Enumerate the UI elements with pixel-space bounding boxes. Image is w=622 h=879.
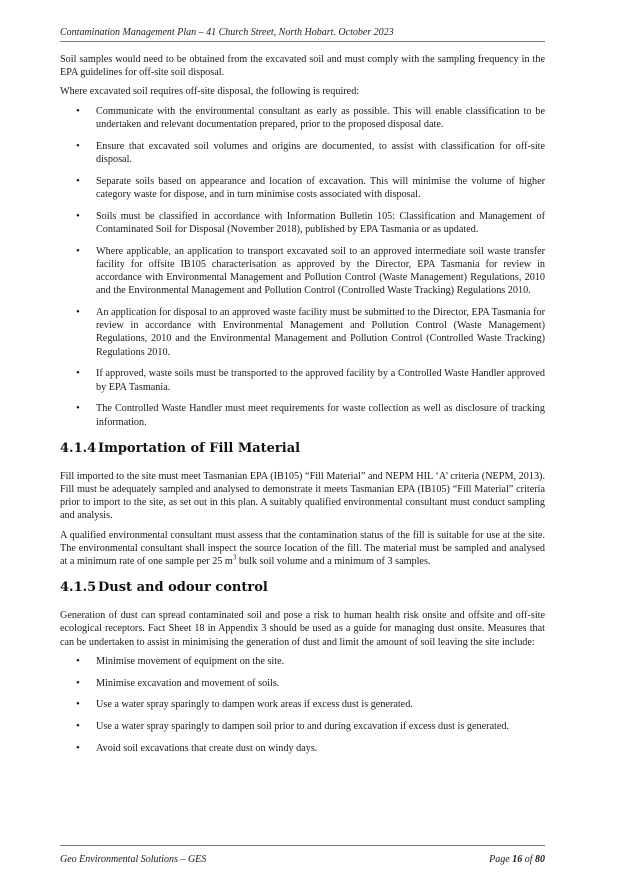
footer-company: Geo Environmental Solutions – GES: [60, 854, 207, 865]
list-item-text: Ensure that excavated soil volumes and origins are documented, to assist with classification for off-site disposal.: [96, 140, 545, 165]
list-item-text: Avoid soil excavations that create dust on windy days.: [96, 743, 318, 755]
fill-sampling-text-end: bulk soil volume and a minimum of 3 samples.: [236, 556, 431, 568]
bullet-icon: •: [76, 104, 80, 117]
intro-paragraph: Where excavated soil requires off-site disposal, the following is required:: [60, 86, 360, 98]
bullet-icon: •: [76, 742, 80, 755]
bullet-icon: •: [76, 720, 80, 733]
list-item: [60, 655, 545, 668]
list-item-text: Use a water spray sparingly to dampen soil prior to and during excavation if excess dust is generated.: [96, 721, 510, 733]
fill-paragraph: Fill imported to the site must meet Tasmanian EPA (IB105) “Fill Material” and NEPM HIL ‘A’ criteria (NEPM, 2013). Fill must be adequately sampled and analysed to demonstrate it meets Tasmanian EPA (IB105) “Fill Material” criteria prior to import to the site, as set out in this plan. A suitably qualified environmental consultant must conduct sampling and analysis.: [60, 470, 545, 522]
current-page: 16: [512, 854, 523, 865]
footer-divider: [60, 845, 545, 846]
section-number: 4.1.5: [60, 580, 97, 596]
list-item: [60, 367, 545, 393]
list-item-text: Where applicable, an application to transport excavated soil to an approved intermediate soil waste transfer facility for offsite IB105 characterisation as approved by the Director, EPA Tasmania for review in accordance with Environmental Management and Pollution Control (Waste Management) Regulations, 2010 and the Environmental Management and Pollution Control (Controlled Waste Tracking) Regulations 2010.: [96, 245, 545, 297]
page-footer: [60, 853, 545, 866]
intro-paragraph: Soil samples would need to be obtained from the excavated soil and must comply with the sampling frequency in the EPA guidelines for off-site soil disposal.: [60, 54, 545, 79]
section-heading-fill-material: [60, 441, 545, 457]
bullet-icon: •: [76, 367, 80, 380]
list-item-text: Soils must be classified in accordance with Information Bulletin 105: Classification and Management of Contaminated Soil for Disposal (November 2018), published by EPA Tasmania or as updated.: [96, 210, 545, 235]
list-item: [60, 677, 545, 690]
bullet-icon: •: [76, 244, 80, 257]
page-label: Page: [489, 854, 513, 865]
total-pages: 80: [535, 854, 545, 865]
list-item: [60, 245, 545, 298]
page-of: of: [522, 854, 535, 865]
header-divider: [60, 41, 545, 42]
list-item: [60, 210, 545, 236]
list-item-text: If approved, waste soils must be transported to the approved facility by a Controlled Waste Handler approved by EPA Tasmania.: [96, 368, 545, 393]
list-item-text: Separate soils based on appearance and location of excavation. This will minimise the volume of higher category waste for dispose, and in turn minimise costs associated with disposal.: [96, 175, 545, 200]
list-item: [60, 105, 545, 131]
list-item: [60, 306, 545, 359]
section-title: Dust and odour control: [98, 580, 268, 596]
dust-measures-list: [60, 655, 545, 755]
list-item-text: Minimise movement of equipment on the site.: [96, 655, 285, 667]
bullet-icon: •: [76, 209, 80, 222]
list-item-text: Communicate with the environmental consultant as early as possible. This will enable classification to be undertaken and relevant documentation prepared, prior to the proposed disposal date.: [96, 105, 545, 130]
list-item-text: The Controlled Waste Handler must meet requirements for waste collection as well as disclosure of tracking information.: [96, 403, 545, 428]
bullet-icon: •: [76, 654, 80, 667]
list-item: [60, 720, 545, 733]
list-item-text: Use a water spray sparingly to dampen work areas if excess dust is generated.: [96, 699, 413, 711]
page-header: Contamination Management Plan – 41 Church Street, North Hobart. October 2023: [60, 27, 394, 38]
list-item: [60, 140, 545, 166]
fill-sampling-paragraph: [60, 529, 545, 569]
list-item-text: An application for disposal to an approved waste facility must be submitted to the Director, EPA Tasmania for review in accordance with Environmental Management and Pollution Control (Waste Management) Regulations, 2010 and the Environmental Management and Pollution Control (Controlled Waste Tracking) Regulations 2010.: [96, 307, 545, 358]
bullet-icon: •: [76, 676, 80, 689]
section-number: 4.1.4: [60, 440, 97, 456]
section-heading-dust-odour: [60, 580, 545, 596]
page-number: [489, 853, 545, 866]
dust-paragraph: Generation of dust can spread contaminated soil and pose a risk to human health risk onsite and offsite and off-site ecological receptors. Fact Sheet 18 in Appendix 3 should be used as a guide for managing dust onsite. Measures that can be undertaken to assist in minimising the generation of dust and limit the amount of soil leaving the site include:: [60, 610, 545, 648]
section-title: Importation of Fill Material: [98, 440, 301, 456]
list-item: [60, 402, 545, 428]
list-item: [60, 175, 545, 201]
bullet-icon: •: [76, 174, 80, 187]
disposal-requirements-list: [60, 105, 545, 429]
fill-sampling-text: A qualified environmental consultant must assess that the contamination status of the fill is suitable for use at the site. The environmental consultant shall inspect the source location of the fill. The material must be sampled and analysed at a minimum rate of one sample per 25 m: [60, 529, 545, 568]
bullet-icon: •: [76, 698, 80, 711]
superscript-3: 3: [232, 553, 237, 562]
list-item-text: Minimise excavation and movement of soils.: [96, 677, 280, 689]
bullet-icon: •: [76, 402, 80, 415]
page-content: [60, 53, 545, 764]
list-item: [60, 742, 545, 755]
bullet-icon: •: [76, 306, 80, 319]
list-item: [60, 698, 545, 711]
bullet-icon: •: [76, 139, 80, 152]
